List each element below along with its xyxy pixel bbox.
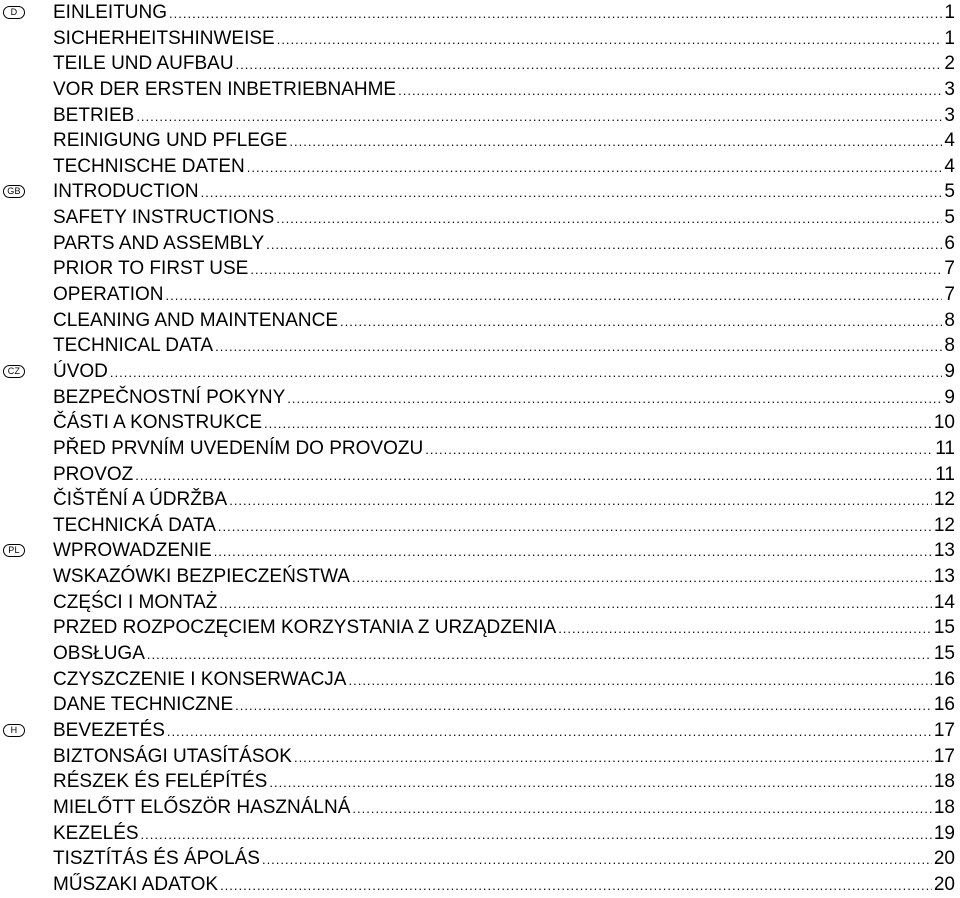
toc-entry-title: PARTS AND ASSEMBLY bbox=[53, 232, 265, 254]
toc-entry[interactable] bbox=[53, 26, 955, 52]
toc-entry-page-number: 7 bbox=[944, 258, 955, 280]
toc-entry[interactable] bbox=[53, 410, 955, 436]
toc-entry[interactable] bbox=[53, 282, 955, 308]
toc-entry-page-number: 9 bbox=[944, 360, 955, 382]
toc-entry-title: CZĘŚCI I MONTAŻ bbox=[53, 591, 218, 613]
toc-entry[interactable] bbox=[53, 641, 955, 667]
toc-entry-title: TECHNISCHE DATEN bbox=[53, 155, 245, 177]
toc-entry[interactable] bbox=[53, 51, 955, 77]
toc-entry[interactable] bbox=[53, 385, 955, 411]
toc-entry-page-number: 18 bbox=[933, 771, 955, 793]
toc-entry-title: PRZED ROZPOCZĘCIEM KORZYSTANIA Z URZĄDZENIA bbox=[53, 617, 557, 639]
toc-entry-page-number: 15 bbox=[933, 643, 955, 665]
toc-entry[interactable] bbox=[53, 256, 955, 282]
toc-entry-title: BEZPEČNOSTNÍ POKYNY bbox=[53, 386, 286, 408]
dot-leader bbox=[135, 463, 933, 489]
toc-entry[interactable] bbox=[53, 795, 955, 821]
toc-entry[interactable] bbox=[53, 128, 955, 154]
toc-entry[interactable] bbox=[53, 231, 955, 257]
toc-entry-page-number: 5 bbox=[944, 207, 955, 229]
dot-leader bbox=[214, 539, 932, 565]
toc-entry[interactable] bbox=[53, 667, 955, 693]
dot-leader bbox=[352, 565, 932, 591]
toc-entry[interactable] bbox=[53, 718, 955, 744]
dot-leader bbox=[398, 78, 942, 104]
dot-leader bbox=[235, 693, 932, 719]
toc-entry[interactable] bbox=[53, 513, 955, 539]
language-badge-icon: D bbox=[3, 6, 25, 19]
toc-entry-title: PRIOR TO FIRST USE bbox=[53, 258, 249, 280]
dot-leader bbox=[276, 206, 942, 232]
toc-entry-title: CLEANING AND MAINTENANCE bbox=[53, 309, 339, 331]
toc-entry[interactable] bbox=[53, 872, 955, 898]
toc-entry[interactable] bbox=[53, 769, 955, 795]
toc-entry-page-number: 6 bbox=[944, 232, 955, 254]
toc-entry-page-number: 7 bbox=[944, 284, 955, 306]
dot-leader bbox=[269, 770, 932, 796]
dot-leader bbox=[229, 488, 932, 514]
language-badge-icon: H bbox=[3, 724, 25, 737]
language-badge-icon: CZ bbox=[3, 365, 25, 378]
toc-entry-page-number: 16 bbox=[933, 668, 955, 690]
toc-entry[interactable] bbox=[53, 564, 955, 590]
toc-entry-page-number: 20 bbox=[933, 873, 955, 895]
dot-leader bbox=[340, 309, 942, 335]
toc-entry[interactable] bbox=[53, 359, 955, 385]
dot-leader bbox=[215, 334, 942, 360]
toc-entry-title: MIELŐTT ELŐSZÖR HASZNÁLNÁ bbox=[53, 796, 351, 818]
dot-leader bbox=[236, 52, 943, 78]
dot-leader bbox=[167, 719, 932, 745]
toc-entry-title: BIZTONSÁGI UTASÍTÁSOK bbox=[53, 745, 292, 767]
toc-entry-page-number: 14 bbox=[933, 591, 955, 613]
dot-leader bbox=[110, 360, 943, 386]
toc-entry-title: ČIŠTĚNÍ A ÚDRŽBA bbox=[53, 489, 228, 511]
toc-entry-page-number: 13 bbox=[933, 566, 955, 588]
language-section bbox=[0, 538, 960, 717]
dot-leader bbox=[201, 180, 943, 206]
toc-entry-title: SAFETY INSTRUCTIONS bbox=[53, 207, 275, 229]
toc-entry-title: DANE TECHNICZNE bbox=[53, 694, 234, 716]
toc-entry[interactable] bbox=[53, 179, 955, 205]
dot-leader bbox=[219, 591, 932, 617]
toc-entry-title: TECHNICAL DATA bbox=[53, 335, 214, 357]
dot-leader bbox=[250, 257, 942, 283]
toc-entry-title: KEZELÉS bbox=[53, 822, 139, 844]
toc-entry-page-number: 16 bbox=[933, 694, 955, 716]
toc-entry-page-number: 12 bbox=[933, 489, 955, 511]
toc-entry[interactable] bbox=[53, 538, 955, 564]
toc-entry-page-number: 15 bbox=[933, 617, 955, 639]
toc-entry-title: MŰSZAKI ADATOK bbox=[53, 873, 219, 895]
toc-entry[interactable] bbox=[53, 846, 955, 872]
toc-entry-page-number: 17 bbox=[933, 745, 955, 767]
toc-entry[interactable] bbox=[53, 744, 955, 770]
toc-entry-title: OBSŁUGA bbox=[53, 643, 145, 665]
toc-entry[interactable] bbox=[53, 590, 955, 616]
language-section bbox=[0, 718, 960, 897]
dot-leader bbox=[147, 642, 932, 668]
toc-entry-page-number: 3 bbox=[944, 78, 955, 100]
dot-leader bbox=[277, 27, 943, 53]
language-section bbox=[0, 179, 960, 358]
language-badge-icon: GB bbox=[3, 185, 25, 198]
toc-entry-title: RÉSZEK ÉS FELÉPÍTÉS bbox=[53, 771, 268, 793]
dot-leader bbox=[266, 232, 942, 258]
toc-entry[interactable] bbox=[53, 487, 955, 513]
toc-entry-page-number: 11 bbox=[935, 463, 955, 485]
dot-leader bbox=[166, 283, 943, 309]
toc-entry-page-number: 17 bbox=[933, 719, 955, 741]
dot-leader bbox=[289, 129, 942, 155]
toc-entry-title: WPROWADZENIE bbox=[53, 540, 212, 562]
language-badge-icon: PL bbox=[3, 544, 25, 557]
toc-entry-page-number: 4 bbox=[944, 130, 955, 152]
toc-entry-title: VOR DER ERSTEN INBETRIEBNAHME bbox=[53, 78, 397, 100]
toc-entry-title: TEILE UND AUFBAU bbox=[53, 53, 234, 75]
toc-entry[interactable] bbox=[53, 77, 955, 103]
toc-entry-title: TECHNICKÁ DATA bbox=[53, 514, 216, 536]
toc-entry-title: ÚVOD bbox=[53, 360, 108, 382]
toc-entry-title: PŘED PRVNÍM UVEDENÍM DO PROVOZU bbox=[53, 437, 424, 459]
toc-entry-title: OPERATION bbox=[53, 284, 164, 306]
dot-leader bbox=[262, 847, 932, 873]
toc-entry-page-number: 5 bbox=[944, 181, 955, 203]
toc-entry-page-number: 8 bbox=[944, 309, 955, 331]
dot-leader bbox=[218, 514, 932, 540]
dot-leader bbox=[287, 386, 942, 412]
toc-entry-page-number: 11 bbox=[935, 437, 955, 459]
toc-entry-title: BETRIEB bbox=[53, 104, 135, 126]
toc-entry[interactable] bbox=[53, 615, 955, 641]
toc-entry-page-number: 8 bbox=[944, 335, 955, 357]
toc-entry-page-number: 4 bbox=[944, 155, 955, 177]
toc-entry-page-number: 3 bbox=[944, 104, 955, 126]
dot-leader bbox=[247, 155, 943, 181]
dot-leader bbox=[136, 104, 942, 130]
toc-entry-page-number: 2 bbox=[944, 53, 955, 75]
toc-entry-title: REINIGUNG UND PFLEGE bbox=[53, 130, 288, 152]
dot-leader bbox=[294, 745, 932, 771]
dot-leader bbox=[264, 411, 932, 437]
dot-leader bbox=[169, 1, 942, 27]
toc-entry[interactable] bbox=[53, 692, 955, 718]
toc-entry[interactable] bbox=[53, 821, 955, 847]
toc-entry-title: SICHERHEITSHINWEISE bbox=[53, 27, 275, 49]
toc-entry[interactable] bbox=[53, 103, 955, 129]
toc-entry-page-number: 1 bbox=[944, 2, 955, 23]
toc-entry[interactable] bbox=[53, 154, 955, 180]
toc-entry-title: ČÁSTI A KONSTRUKCE bbox=[53, 412, 263, 434]
toc-entry-title: WSKAZÓWKI BEZPIECZEŃSTWA bbox=[53, 566, 350, 588]
dot-leader bbox=[558, 616, 932, 642]
toc-entry[interactable] bbox=[53, 0, 955, 26]
toc-entry[interactable] bbox=[53, 436, 955, 462]
toc-entry[interactable] bbox=[53, 308, 955, 334]
toc-entry-title: PROVOZ bbox=[53, 463, 134, 485]
toc-entry-title: INTRODUCTION bbox=[53, 181, 199, 203]
toc-entry-title: BEVEZETÉS bbox=[53, 719, 165, 741]
toc-entry-page-number: 10 bbox=[933, 412, 955, 434]
toc-entry-page-number: 13 bbox=[933, 540, 955, 562]
toc-entry-page-number: 9 bbox=[944, 386, 955, 408]
dot-leader bbox=[425, 437, 933, 463]
language-section bbox=[0, 359, 960, 538]
toc-entry-page-number: 18 bbox=[933, 796, 955, 818]
toc-entry-page-number: 12 bbox=[933, 514, 955, 536]
toc-entry-page-number: 19 bbox=[933, 822, 955, 844]
toc-entry-title: CZYSZCZENIE I KONSERWACJA bbox=[53, 668, 347, 690]
dot-leader bbox=[348, 668, 931, 694]
toc-entry-page-number: 1 bbox=[944, 27, 955, 49]
toc-entry[interactable] bbox=[53, 462, 955, 488]
toc-entry-title: EINLEITUNG bbox=[53, 2, 168, 23]
language-section bbox=[0, 0, 960, 179]
toc-entry[interactable] bbox=[53, 205, 955, 231]
toc-entry-title: TISZTÍTÁS ÉS ÁPOLÁS bbox=[53, 848, 260, 870]
dot-leader bbox=[141, 822, 932, 848]
toc-entry-page-number: 20 bbox=[933, 848, 955, 870]
dot-leader bbox=[352, 796, 931, 822]
toc-entry[interactable] bbox=[53, 333, 955, 359]
